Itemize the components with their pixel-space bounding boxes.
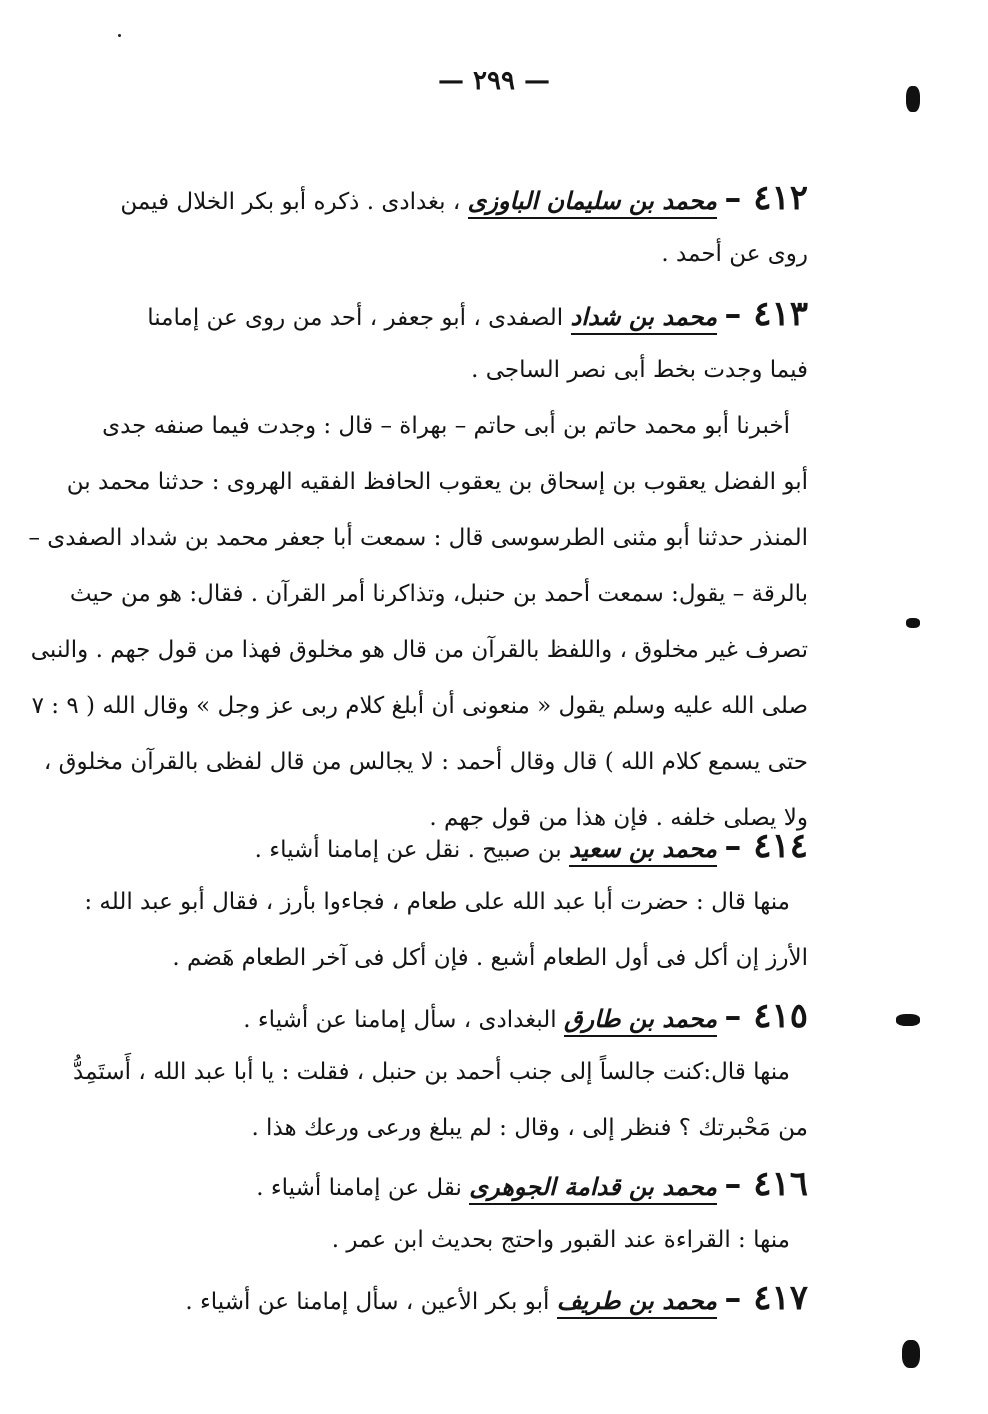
- entry-text: الصفدى ، أبو جعفر ، أحد من روى عن إمامنا: [147, 305, 564, 331]
- entry-text: بن صبيح . نقل عن إمامنا أشياء .: [254, 837, 562, 863]
- entry-text-line: روى عن أحمد .: [661, 241, 808, 267]
- paragraph-line: الأرز إن أكل فى أول الطعام أشبع . فإن أكل فى آخر الطعام هَضم .: [172, 945, 808, 971]
- entry-text-line: فيما وجدت بخط أبى نصر الساجى .: [471, 357, 808, 383]
- entry-414-heading: [178, 818, 808, 874]
- entry-number: ٤١٢ –: [724, 178, 808, 218]
- entry-text: البغدادى ، سأل إمامنا عن أشياء .: [243, 1007, 557, 1033]
- paragraph-line: بالرقة – يقول: سمعت أحمد بن حنبل، وتذاكرنا أمر القرآن . فقال: هو من حيث: [69, 581, 808, 607]
- scan-blot: [906, 618, 920, 628]
- entry-name: محمد بن سليمان الباوزى: [468, 186, 717, 219]
- entry-416-heading: [178, 1156, 808, 1212]
- entry-number: ٤١٥ –: [724, 996, 808, 1036]
- scan-speck: [118, 34, 121, 37]
- entry-412-heading: [120, 170, 808, 226]
- entry-text: أبو بكر الأعين ، سأل إمامنا عن أشياء .: [185, 1289, 550, 1315]
- entry-text: نقل عن إمامنا أشياء .: [256, 1175, 462, 1201]
- entry-name: محمد بن قدامة الجوهرى: [469, 1172, 717, 1205]
- entry-number: ٤١٣ –: [724, 294, 808, 334]
- paragraph-line: من مَحْبرتك ؟ فنظر إلى ، وقال : لم يبلغ ورعى ورعك هذا .: [251, 1115, 808, 1141]
- entry-415-heading: [178, 988, 808, 1044]
- entry-412: [120, 170, 808, 282]
- entry-414: [84, 818, 808, 986]
- paragraph-line: تصرف غير مخلوق ، واللفظ بالقرآن من قال هو مخلوق فهذا من قول جهم . والنبى: [30, 637, 808, 663]
- entry-text: ، بغدادى . ذكره أبو بكر الخلال فيمن: [120, 189, 461, 215]
- paragraph-line: صلى الله عليه وسلم يقول « منعونى أن أبلغ كلام ربى عز وجل » وقال الله ( ٩ : ٧: [31, 693, 808, 719]
- paragraph-line: منها قال : حضرت أبا عبد الله على طعام ، فجاءوا بأرز ، فقال أبو عبد الله :: [84, 889, 790, 915]
- entry-number: ٤١٧ –: [724, 1278, 808, 1318]
- entry-415: [73, 988, 808, 1156]
- paragraph-line: منها : القراءة عند القبور واحتج بحديث ابن عمر .: [331, 1227, 790, 1253]
- paragraph-line: ولا يصلى خلفه . فإن هذا من قول جهم .: [429, 805, 808, 831]
- scan-blot: [902, 1340, 920, 1368]
- entry-417-heading: [178, 1270, 808, 1326]
- entry-name: محمد بن طريف: [557, 1286, 717, 1319]
- entry-number: ٤١٤ –: [724, 826, 808, 866]
- entry-name: محمد بن سعيد: [569, 834, 717, 867]
- entry-413: [28, 286, 808, 846]
- paragraph-line: أبو الفضل يعقوب بن إسحاق بن يعقوب الحافظ الفقيه الهروى : حدثنا محمد بن: [66, 469, 808, 495]
- scan-blot: [906, 86, 920, 112]
- paragraph-line: المنذر حدثنا أبو مثنى الطرسوسى قال : سمعت أبا جعفر محمد بن شداد الصفدى –: [28, 525, 808, 551]
- scan-blot: [896, 1014, 920, 1026]
- paragraph-line: حتى يسمع كلام الله ) قال وقال أحمد : لا يجالس من قال لفظى بالقرآن مخلوق ،: [43, 749, 808, 775]
- entry-413-heading: [147, 286, 808, 342]
- page-number: — ٢٩٩ —: [437, 66, 551, 96]
- entry-number: ٤١٦ –: [724, 1164, 808, 1204]
- entry-name: محمد بن شداد: [571, 302, 718, 335]
- paragraph-line: أخبرنا أبو محمد حاتم بن أبى حاتم – بهراة – قال : وجدت فيما صنفه جدى: [102, 413, 790, 439]
- entry-416: [178, 1156, 808, 1268]
- entry-417: [178, 1270, 808, 1326]
- paragraph-line: منها قال:كنت جالساً إلى جنب أحمد بن حنبل ، فقلت : يا أبا عبد الله ، أَستَمِدُّ: [73, 1059, 790, 1085]
- entry-name: محمد بن طارق: [564, 1004, 717, 1037]
